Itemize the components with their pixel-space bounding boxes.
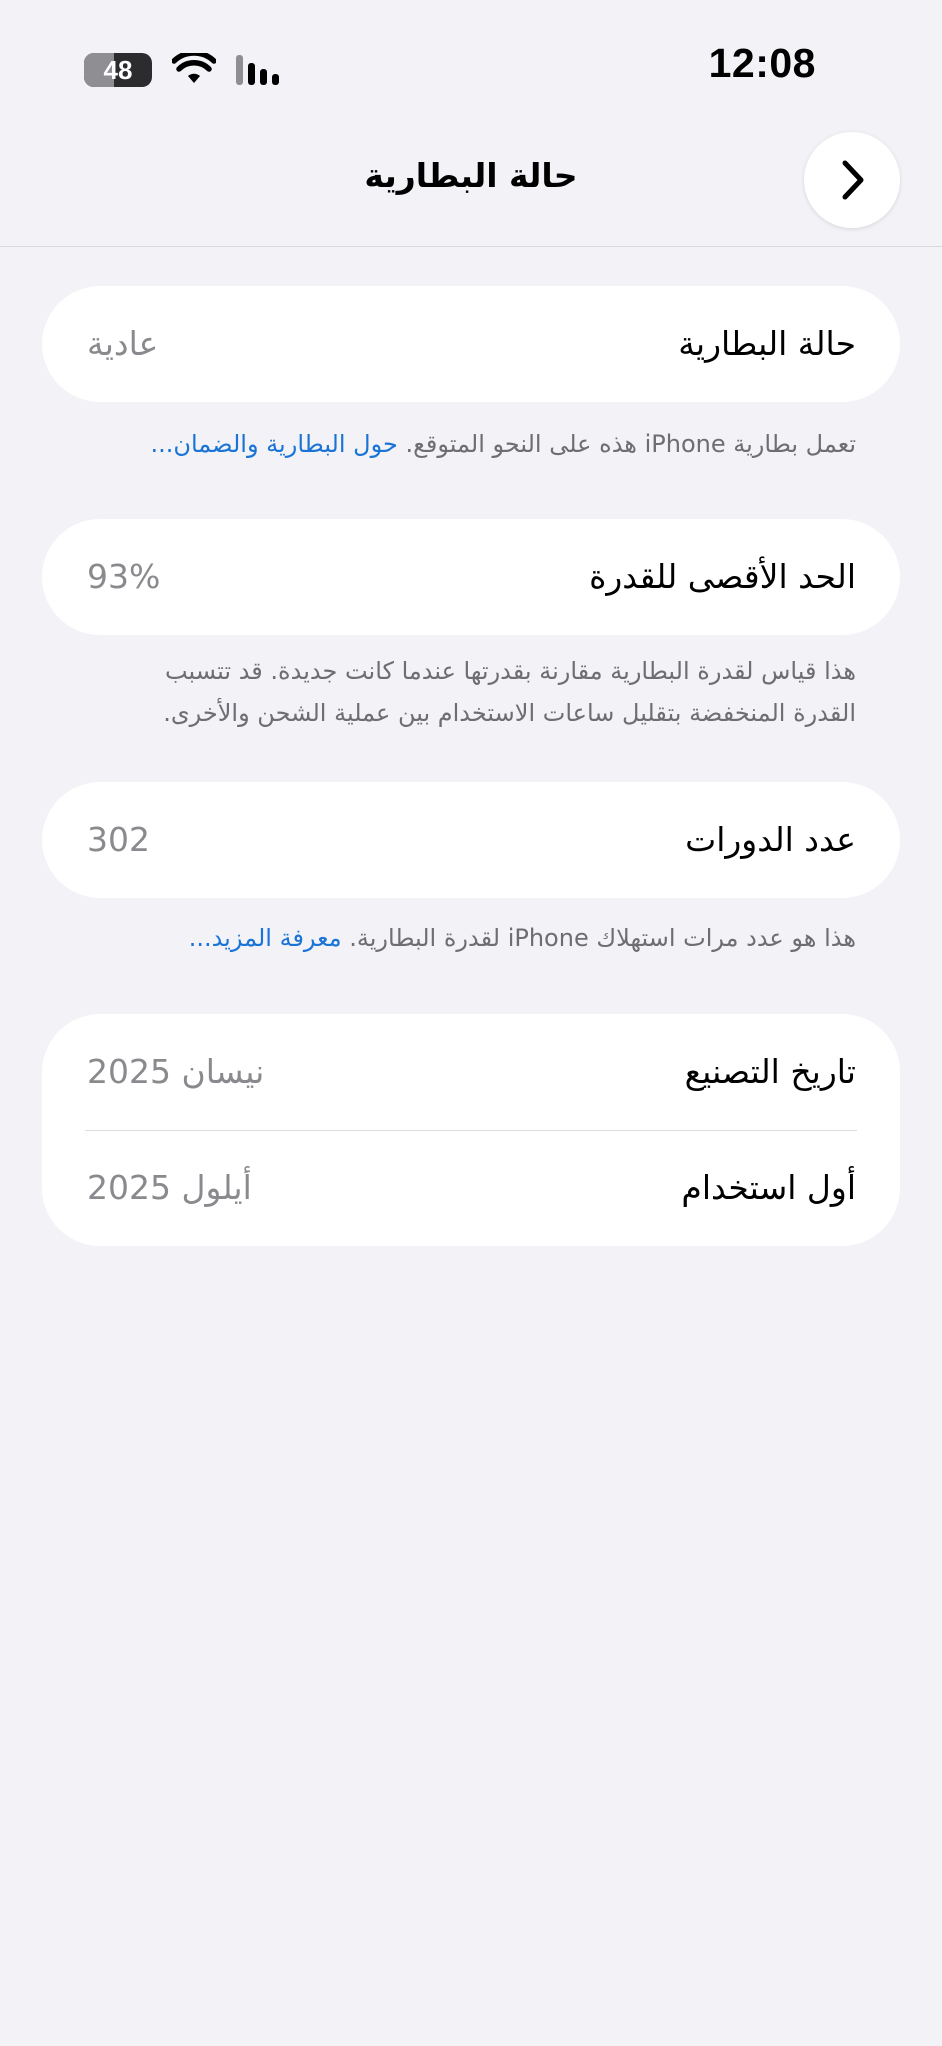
manufacture-date-value: نيسان 2025 bbox=[87, 1052, 265, 1091]
back-button[interactable] bbox=[804, 132, 900, 228]
battery-health-description: تعمل بطارية iPhone هذه على النحو المتوقع. bbox=[405, 430, 856, 458]
cycle-count-footnote bbox=[96, 917, 856, 959]
first-use-row bbox=[42, 1130, 900, 1246]
status-time: 12:08 bbox=[708, 40, 816, 86]
battery-health-footnote bbox=[96, 423, 856, 465]
manufacture-date-label: تاريخ التصنيع bbox=[684, 1052, 856, 1091]
chevron-right-icon bbox=[837, 158, 867, 202]
learn-more-link[interactable]: معرفة المزيد... bbox=[188, 924, 342, 952]
battery-warranty-link[interactable]: حول البطارية والضمان... bbox=[150, 430, 398, 458]
cycle-count-card bbox=[42, 782, 900, 898]
max-capacity-label: الحد الأقصى للقدرة bbox=[589, 557, 856, 596]
battery-health-value: عادية bbox=[87, 324, 159, 363]
navigation-bar bbox=[0, 120, 942, 247]
dates-card bbox=[42, 1014, 900, 1246]
manufacture-date-row bbox=[42, 1014, 900, 1130]
cycle-count-row bbox=[42, 782, 900, 898]
battery-health-card bbox=[42, 286, 900, 402]
cycle-count-value: 302 bbox=[87, 820, 150, 859]
max-capacity-card bbox=[42, 519, 900, 635]
max-capacity-value: 93% bbox=[87, 557, 161, 596]
battery-health-row[interactable] bbox=[42, 286, 900, 402]
wifi-icon bbox=[172, 53, 216, 87]
page-title: حالة البطارية bbox=[364, 156, 578, 195]
first-use-label: أول استخدام bbox=[681, 1168, 856, 1207]
battery-level: 48 bbox=[103, 55, 133, 85]
max-capacity-row bbox=[42, 519, 900, 635]
cellular-signal-icon bbox=[236, 53, 284, 87]
max-capacity-footnote bbox=[96, 650, 856, 734]
cycle-count-description: هذا هو عدد مرات استهلاك iPhone لقدرة البطارية. bbox=[349, 924, 856, 952]
first-use-value: أيلول 2025 bbox=[87, 1168, 252, 1207]
battery-indicator bbox=[84, 53, 152, 87]
cycle-count-label: عدد الدورات bbox=[685, 820, 856, 859]
status-bar bbox=[0, 0, 942, 120]
status-icons bbox=[84, 50, 284, 90]
battery-health-label: حالة البطارية bbox=[678, 324, 856, 363]
max-capacity-description: هذا قياس لقدرة البطارية مقارنة بقدرتها عندما كانت جديدة. قد تتسبب القدرة المنخفضة بتقليل ساعات الاستخدام بين عملية الشحن والأخرى. bbox=[163, 657, 856, 727]
